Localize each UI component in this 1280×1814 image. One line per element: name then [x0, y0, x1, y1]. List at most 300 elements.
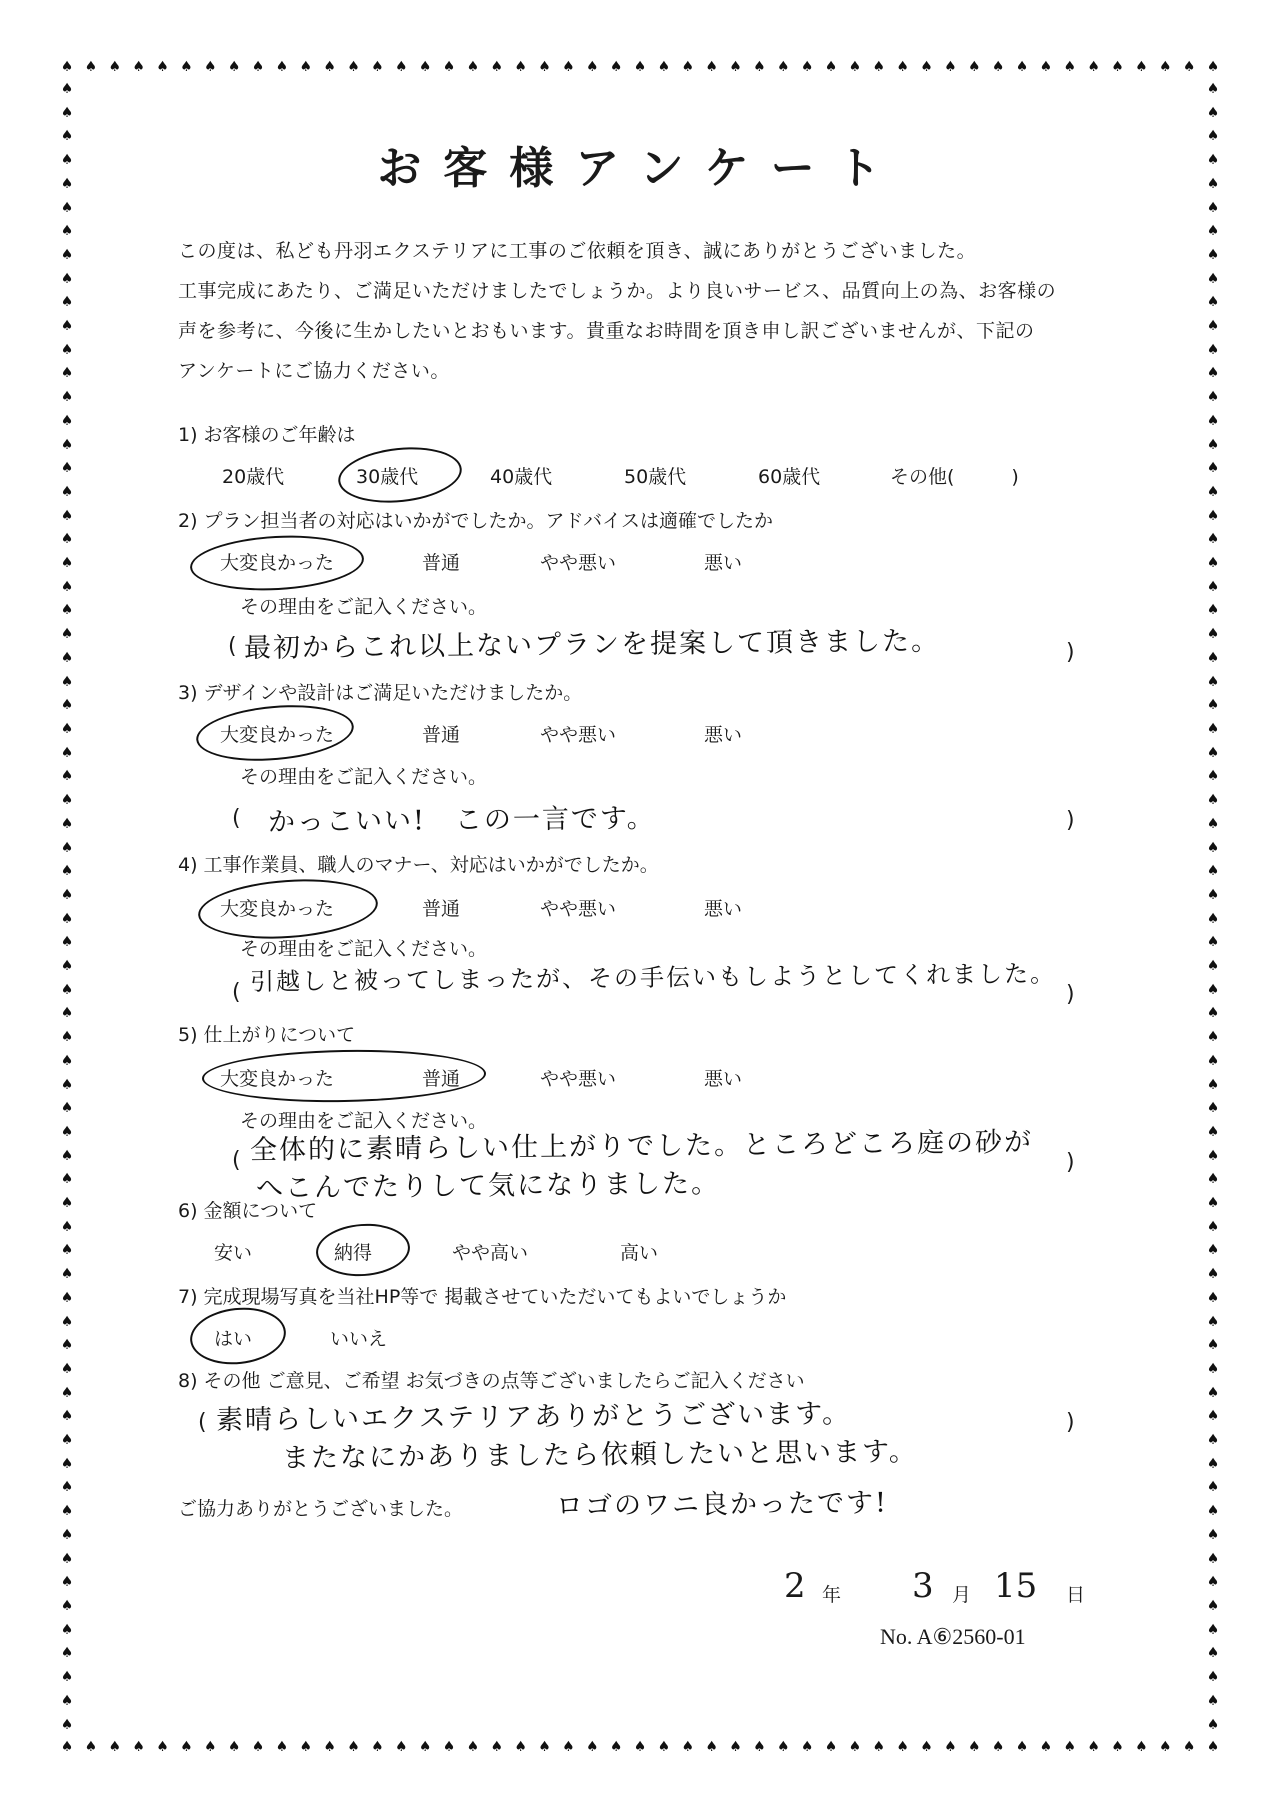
paren-open-q5: ( [232, 1148, 241, 1173]
intro-line-2: 工事完成にあたり、ご満足いただけましたでしょうか。より良いサービス、品質向上の為、お客様の [178, 280, 1057, 302]
tree-icon: ♠ [1206, 389, 1220, 406]
tree-icon: ♠ [108, 1739, 122, 1755]
option-50s: 50歳代 [624, 466, 687, 488]
border-left [60, 82, 74, 1732]
tree-icon: ♠ [1206, 1029, 1220, 1046]
tree-icon: ♠ [1206, 602, 1220, 619]
reason-label-q5: その理由をご記入ください。 [240, 1110, 488, 1132]
option-bad: 悪い [704, 1068, 743, 1090]
option-slightly-expensive: やや高い [452, 1242, 529, 1264]
tree-icon: ♠ [347, 1739, 360, 1755]
tree-icon: ♠ [1206, 531, 1220, 548]
tree-icon: ♠ [1206, 649, 1220, 666]
option-30s: 30歳代 [356, 466, 419, 488]
tree-icon: ♠ [323, 59, 336, 75]
option-bad: 悪い [704, 898, 743, 920]
border-top [60, 60, 1220, 74]
tree-icon: ♠ [1206, 1455, 1220, 1472]
tree-icon: ♠ [442, 1739, 456, 1755]
tree-icon: ♠ [753, 1739, 766, 1755]
tree-icon: ♠ [1206, 1005, 1220, 1022]
tree-icon: ♠ [1206, 1621, 1220, 1638]
tree-icon: ♠ [1206, 1716, 1220, 1733]
tree-icon: ♠ [1206, 223, 1220, 240]
tree-icon: ♠ [60, 270, 74, 287]
tree-icon: ♠ [1206, 1598, 1220, 1614]
tree-icon: ♠ [1206, 1218, 1220, 1235]
tree-icon: ♠ [776, 59, 790, 75]
tree-icon: ♠ [1206, 483, 1220, 500]
border-bottom [60, 1740, 1220, 1754]
tree-icon: ♠ [227, 59, 241, 75]
tree-icon: ♠ [1206, 1123, 1220, 1140]
date-month: 3 [912, 1566, 934, 1606]
tree-icon: ♠ [991, 1739, 1005, 1755]
option-60s: 60歳代 [758, 466, 821, 488]
tree-icon: ♠ [1206, 1289, 1220, 1306]
option-yes: はい [214, 1328, 253, 1350]
tree-icon: ♠ [60, 199, 74, 216]
paren-open-q8: ( [198, 1410, 207, 1435]
tree-icon: ♠ [60, 555, 74, 572]
tree-icon: ♠ [1206, 720, 1220, 737]
tree-icon: ♠ [1206, 1195, 1220, 1212]
option-normal: 普通 [422, 724, 461, 746]
paren-close-q5: ) [1066, 1150, 1075, 1175]
question-8: 8) その他 ご意見、ご希望 お気づきの点等ございましたらご記入ください [178, 1370, 805, 1392]
option-20s: 20歳代 [222, 466, 285, 488]
tree-icon: ♠ [371, 1739, 384, 1755]
tree-icon: ♠ [609, 59, 623, 75]
tree-icon: ♠ [1206, 1337, 1220, 1354]
tree-icon: ♠ [1206, 1384, 1220, 1401]
tree-icon: ♠ [132, 1739, 145, 1755]
tree-icon: ♠ [1206, 1550, 1220, 1567]
tree-icon: ♠ [60, 1432, 74, 1449]
tree-icon: ♠ [991, 59, 1005, 75]
tree-icon: ♠ [275, 59, 289, 75]
option-slightly-bad: やや悪い [540, 1068, 617, 1090]
tree-icon: ♠ [848, 1739, 862, 1755]
tree-icon: ♠ [371, 59, 384, 75]
tree-icon: ♠ [585, 59, 599, 75]
option-slightly-bad: やや悪い [540, 898, 617, 920]
tree-icon: ♠ [1039, 1739, 1053, 1755]
closing-message: ご協力ありがとうございました。 [178, 1498, 464, 1520]
tree-icon: ♠ [1206, 1360, 1220, 1377]
tree-icon: ♠ [60, 981, 74, 998]
tree-icon: ♠ [60, 1076, 74, 1093]
tree-icon: ♠ [1206, 839, 1220, 856]
tree-icon: ♠ [108, 59, 122, 75]
tree-icon: ♠ [944, 59, 957, 75]
tree-icon: ♠ [323, 1739, 336, 1755]
tree-icon: ♠ [60, 768, 74, 785]
tree-icon: ♠ [251, 1739, 265, 1755]
reason-label-q3: その理由をご記入ください。 [240, 766, 488, 788]
tree-icon: ♠ [1206, 1574, 1220, 1591]
tree-icon: ♠ [1206, 1147, 1220, 1164]
tree-icon: ♠ [60, 1408, 74, 1425]
tree-icon: ♠ [60, 934, 74, 951]
tree-icon: ♠ [60, 1171, 74, 1188]
tree-icon: ♠ [705, 1739, 718, 1755]
tree-icon: ♠ [180, 1739, 193, 1755]
tree-icon: ♠ [729, 59, 742, 75]
tree-icon: ♠ [1206, 910, 1220, 927]
tree-icon: ♠ [1206, 507, 1220, 524]
tree-icon: ♠ [275, 1739, 289, 1755]
question-2: 2) プラン担当者の対応はいかがでしたか。アドバイスは適確でしたか [178, 510, 773, 532]
option-other: その他( ) [890, 466, 1019, 488]
tree-icon: ♠ [562, 59, 575, 75]
tree-icon: ♠ [60, 152, 74, 169]
date-year-unit: 年 [822, 1584, 842, 1606]
tree-icon: ♠ [60, 1218, 74, 1235]
tree-icon: ♠ [729, 1739, 742, 1755]
paren-close-q2: ) [1066, 640, 1075, 665]
tree-icon: ♠ [1206, 1242, 1220, 1259]
tree-icon: ♠ [60, 863, 74, 880]
tree-icon: ♠ [1158, 1739, 1172, 1755]
tree-icon: ♠ [299, 59, 313, 75]
tree-icon: ♠ [967, 1739, 981, 1755]
tree-icon: ♠ [1182, 59, 1196, 75]
tree-icon: ♠ [490, 59, 504, 75]
tree-icon: ♠ [60, 1289, 74, 1306]
tree-icon: ♠ [1182, 1739, 1196, 1755]
tree-icon: ♠ [203, 59, 217, 75]
option-bad: 悪い [704, 724, 743, 746]
intro-line-1: この度は、私ども丹羽エクステリアに工事のご依頼を頂き、誠にありがとうございました。 [178, 240, 977, 262]
tree-icon: ♠ [633, 1739, 647, 1755]
paren-open-q3: ( [232, 806, 241, 831]
tree-icon: ♠ [1206, 1645, 1220, 1662]
tree-icon: ♠ [60, 389, 74, 406]
tree-icon: ♠ [1206, 128, 1220, 145]
tree-icon: ♠ [60, 128, 74, 145]
tree-icon: ♠ [1206, 1171, 1220, 1188]
tree-icon: ♠ [60, 1005, 74, 1022]
tree-icon: ♠ [60, 294, 74, 311]
tree-icon: ♠ [180, 59, 193, 75]
tree-icon: ♠ [156, 59, 169, 75]
tree-icon: ♠ [347, 59, 360, 75]
tree-icon: ♠ [466, 1739, 480, 1755]
tree-icon: ♠ [60, 1313, 74, 1330]
tree-icon: ♠ [132, 59, 145, 75]
tree-icon: ♠ [60, 81, 74, 97]
border-right [1206, 82, 1220, 1732]
intro-line-4: アンケートにご協力ください。 [178, 360, 450, 382]
paren-close-q4: ) [1066, 982, 1075, 1007]
tree-icon: ♠ [1206, 744, 1220, 761]
tree-icon: ♠ [1206, 246, 1220, 263]
question-4: 4) 工事作業員、職人のマナー、対応はいかがでしたか。 [178, 854, 659, 876]
question-1: 1) お客様のご年齢は [178, 424, 356, 446]
tree-icon: ♠ [60, 1621, 74, 1638]
tree-icon: ♠ [60, 1550, 74, 1567]
survey-title: お客様アンケート [377, 143, 903, 194]
option-expensive: 高い [620, 1242, 659, 1264]
tree-icon: ♠ [60, 1242, 74, 1259]
reason-label-q2: その理由をご記入ください。 [240, 596, 488, 618]
tree-icon: ♠ [60, 1479, 74, 1496]
tree-icon: ♠ [60, 886, 74, 903]
tree-icon: ♠ [60, 649, 74, 666]
option-slightly-bad: やや悪い [540, 552, 617, 574]
question-5: 5) 仕上がりについて [178, 1024, 356, 1046]
tree-icon: ♠ [60, 1692, 74, 1709]
tree-icon: ♠ [442, 59, 456, 75]
tree-icon: ♠ [1206, 673, 1220, 690]
tree-icon: ♠ [203, 1739, 217, 1755]
tree-icon: ♠ [1206, 792, 1220, 809]
tree-icon: ♠ [1087, 1739, 1100, 1755]
tree-icon: ♠ [299, 1739, 313, 1755]
tree-icon: ♠ [251, 59, 265, 75]
tree-icon: ♠ [60, 1337, 74, 1354]
tree-icon: ♠ [1206, 1432, 1220, 1449]
tree-icon: ♠ [538, 1739, 551, 1755]
paren-open-q4: ( [232, 980, 241, 1005]
tree-icon: ♠ [227, 1739, 241, 1755]
tree-icon: ♠ [1206, 1076, 1220, 1093]
intro-line-3: 声を参考に、今後に生かしたいとおもいます。貴重なお時間を頂き申し訳ございませんが、下記の [178, 320, 1035, 342]
tree-icon: ♠ [562, 1739, 575, 1755]
tree-icon: ♠ [60, 910, 74, 927]
tree-icon: ♠ [1111, 1739, 1124, 1755]
tree-icon: ♠ [1039, 59, 1053, 75]
tree-icon: ♠ [84, 1739, 98, 1755]
tree-icon: ♠ [60, 1503, 74, 1520]
tree-icon: ♠ [60, 578, 74, 595]
option-slightly-bad: やや悪い [540, 724, 617, 746]
tree-icon: ♠ [60, 507, 74, 524]
tree-icon: ♠ [1015, 1739, 1029, 1755]
handwritten-answer-q8-line-2: またなにかありましたら依頼したいと思います。 [281, 1436, 919, 1474]
tree-icon: ♠ [514, 59, 527, 75]
tree-icon: ♠ [60, 720, 74, 737]
handwritten-answer-q8-line-1: 素晴らしいエクステリアありがとうございます。 [215, 1398, 852, 1436]
tree-icon: ♠ [60, 1266, 74, 1283]
tree-icon: ♠ [1206, 104, 1220, 121]
tree-icon: ♠ [1206, 1100, 1220, 1117]
question-7: 7) 完成現場写真を当社HP等で 掲載させていただいてもよいでしょうか [178, 1286, 787, 1308]
tree-icon: ♠ [800, 1739, 814, 1755]
tree-icon: ♠ [60, 531, 74, 548]
tree-icon: ♠ [657, 59, 671, 75]
date-month-unit: 月 [952, 1584, 972, 1606]
tree-icon: ♠ [538, 59, 551, 75]
tree-icon: ♠ [920, 1739, 933, 1755]
tree-icon: ♠ [896, 59, 909, 75]
tree-icon: ♠ [681, 1739, 695, 1755]
tree-icon: ♠ [60, 318, 74, 335]
tree-icon: ♠ [60, 1384, 74, 1401]
tree-icon: ♠ [60, 792, 74, 809]
option-40s: 40歳代 [490, 466, 553, 488]
paren-close-q8: ) [1066, 1410, 1075, 1435]
tree-icon: ♠ [60, 815, 74, 832]
handwritten-answer-q3: かっこいい! この一言です。 [267, 802, 656, 838]
option-normal: 普通 [422, 898, 461, 920]
tree-icon: ♠ [60, 1195, 74, 1212]
tree-icon: ♠ [60, 1360, 74, 1377]
option-very-good: 大変良かった [220, 1068, 335, 1090]
tree-icon: ♠ [1206, 59, 1220, 75]
handwritten-answer-q5-line-2: へこんでたりして気になりました。 [255, 1168, 721, 1204]
tree-icon: ♠ [1206, 460, 1220, 477]
tree-icon: ♠ [394, 59, 408, 75]
tree-icon: ♠ [633, 59, 647, 75]
tree-icon: ♠ [394, 1739, 408, 1755]
tree-icon: ♠ [657, 1739, 671, 1755]
tree-icon: ♠ [1087, 59, 1100, 75]
tree-icon: ♠ [681, 59, 695, 75]
tree-icon: ♠ [418, 59, 432, 75]
paren-close-q3: ) [1066, 808, 1075, 833]
tree-icon: ♠ [1206, 270, 1220, 287]
option-cheap: 安い [214, 1242, 253, 1264]
tree-icon: ♠ [60, 246, 74, 263]
tree-icon: ♠ [1206, 768, 1220, 785]
tree-icon: ♠ [1206, 175, 1220, 192]
tree-icon: ♠ [60, 59, 74, 75]
tree-icon: ♠ [60, 1645, 74, 1662]
tree-icon: ♠ [1206, 958, 1220, 975]
tree-icon: ♠ [800, 59, 814, 75]
tree-icon: ♠ [1206, 341, 1220, 358]
tree-icon: ♠ [1206, 1052, 1220, 1069]
tree-icon: ♠ [60, 1029, 74, 1046]
tree-icon: ♠ [1206, 886, 1220, 903]
tree-icon: ♠ [872, 1739, 886, 1755]
paren-open-q2: ( [228, 634, 237, 659]
tree-icon: ♠ [156, 1739, 169, 1755]
handwritten-answer-q5-line-1: 全体的に素晴らしい仕上がりでした。ところどころ庭の砂が [249, 1126, 1034, 1166]
tree-icon: ♠ [60, 175, 74, 192]
tree-icon: ♠ [490, 1739, 504, 1755]
tree-icon: ♠ [60, 1598, 74, 1614]
tree-icon: ♠ [60, 460, 74, 477]
handwritten-answer-q2: 最初からこれ以上ないプランを提案して頂きました。 [243, 625, 941, 664]
tree-icon: ♠ [1206, 1266, 1220, 1283]
tree-icon: ♠ [753, 59, 766, 75]
tree-icon: ♠ [776, 1739, 790, 1755]
option-very-good: 大変良かった [220, 552, 335, 574]
date-year: 2 [784, 1566, 806, 1606]
tree-icon: ♠ [1206, 294, 1220, 311]
tree-icon: ♠ [60, 1052, 74, 1069]
tree-icon: ♠ [1206, 1408, 1220, 1425]
option-bad: 悪い [704, 552, 743, 574]
tree-icon: ♠ [1206, 81, 1220, 97]
tree-icon: ♠ [1206, 981, 1220, 998]
tree-icon: ♠ [60, 1739, 74, 1755]
tree-icon: ♠ [1158, 59, 1172, 75]
tree-icon: ♠ [1206, 578, 1220, 595]
tree-icon: ♠ [60, 1123, 74, 1140]
tree-icon: ♠ [1111, 59, 1124, 75]
tree-icon: ♠ [1206, 1479, 1220, 1496]
tree-icon: ♠ [60, 1716, 74, 1733]
tree-icon: ♠ [1206, 152, 1220, 169]
tree-icon: ♠ [1206, 1503, 1220, 1520]
reason-label-q4: その理由をご記入ください。 [240, 938, 488, 960]
tree-icon: ♠ [84, 59, 98, 75]
tree-icon: ♠ [1206, 1739, 1220, 1755]
option-normal: 普通 [422, 1068, 461, 1090]
tree-icon: ♠ [466, 59, 480, 75]
tree-icon: ♠ [60, 483, 74, 500]
tree-icon: ♠ [824, 1739, 838, 1755]
tree-icon: ♠ [60, 223, 74, 240]
tree-icon: ♠ [418, 1739, 432, 1755]
tree-icon: ♠ [514, 1739, 527, 1755]
tree-icon: ♠ [1063, 59, 1077, 75]
tree-icon: ♠ [1206, 199, 1220, 216]
tree-icon: ♠ [1206, 365, 1220, 382]
tree-icon: ♠ [1135, 59, 1148, 75]
tree-icon: ♠ [1015, 59, 1029, 75]
handwritten-answer-q4: 引越しと被ってしまったが、その手伝いもしようとしてくれました。 [249, 959, 1057, 996]
option-normal: 普通 [422, 552, 461, 574]
tree-icon: ♠ [872, 59, 886, 75]
tree-icon: ♠ [60, 602, 74, 619]
tree-icon: ♠ [1206, 815, 1220, 832]
tree-icon: ♠ [60, 1526, 74, 1543]
question-3: 3) デザインや設計はご満足いただけましたか。 [178, 682, 583, 704]
date-day-unit: 日 [1066, 1584, 1086, 1606]
option-very-good: 大変良かった [220, 898, 335, 920]
tree-icon: ♠ [60, 1100, 74, 1117]
option-satisfied: 納得 [334, 1242, 373, 1264]
tree-icon: ♠ [896, 1739, 909, 1755]
tree-icon: ♠ [1135, 1739, 1148, 1755]
date-day: 15 [994, 1566, 1038, 1606]
tree-icon: ♠ [1206, 697, 1220, 714]
tree-icon: ♠ [944, 1739, 957, 1755]
tree-icon: ♠ [60, 673, 74, 690]
tree-icon: ♠ [1063, 1739, 1077, 1755]
tree-icon: ♠ [1206, 934, 1220, 951]
question-6: 6) 金額について [178, 1200, 318, 1222]
tree-icon: ♠ [1206, 863, 1220, 880]
tree-icon: ♠ [60, 1147, 74, 1164]
tree-icon: ♠ [967, 59, 981, 75]
tree-icon: ♠ [705, 59, 718, 75]
tree-icon: ♠ [848, 59, 862, 75]
tree-icon: ♠ [1206, 1526, 1220, 1543]
tree-icon: ♠ [60, 104, 74, 121]
tree-icon: ♠ [60, 958, 74, 975]
tree-icon: ♠ [60, 744, 74, 761]
tree-icon: ♠ [60, 436, 74, 453]
tree-icon: ♠ [60, 697, 74, 714]
tree-icon: ♠ [585, 1739, 599, 1755]
option-very-good: 大変良かった [220, 724, 335, 746]
tree-icon: ♠ [1206, 1313, 1220, 1330]
tree-icon: ♠ [1206, 436, 1220, 453]
tree-icon: ♠ [824, 59, 838, 75]
tree-icon: ♠ [1206, 555, 1220, 572]
tree-icon: ♠ [609, 1739, 623, 1755]
tree-icon: ♠ [60, 412, 74, 429]
tree-icon: ♠ [1206, 1669, 1220, 1686]
tree-icon: ♠ [920, 59, 933, 75]
tree-icon: ♠ [60, 1455, 74, 1472]
